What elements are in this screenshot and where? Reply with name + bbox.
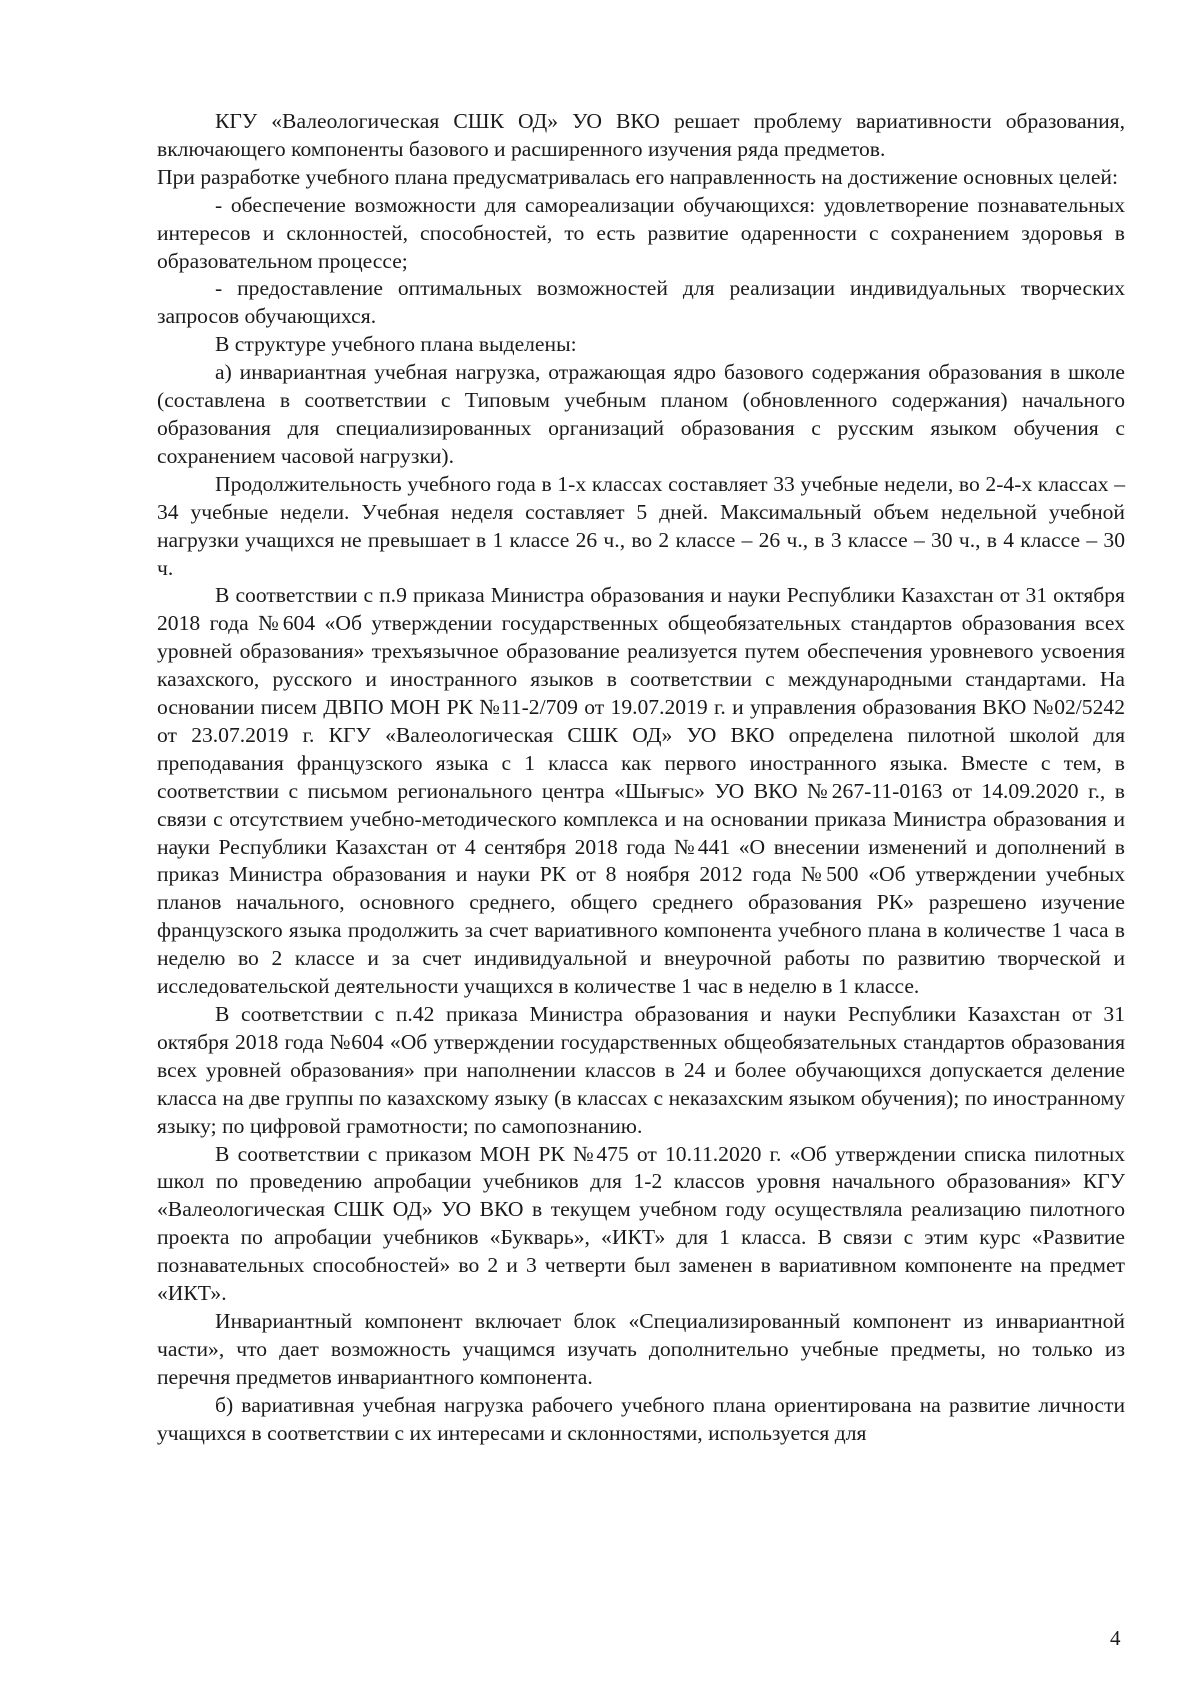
page-number: 4: [1110, 1626, 1121, 1650]
document-body: [157, 108, 1125, 1448]
list-item-individual-requests: - предоставление оптимальных возможностей для реализации индивидуальных творческих запросов обучающихся.: [157, 276, 1125, 329]
paragraph-goals-intro: При разработке учебного плана предусматривалась его направленность на достижение основных целей:: [157, 164, 1118, 189]
paragraph-invariant-component: Инвариантный компонент включает блок «Специализированный компонент из инвариантной части», что дает возможность учащимся изучать дополнительно учебные предметы, но только из перечня предметов инвариантного компонента.: [157, 1308, 1125, 1389]
paragraph-trilingual-education: В соответствии с п.9 приказа Министра образования и науки Республики Казахстан от 31 октября 2018 года №604 «Об утверждении государственных общеобязательных стандартов образования всех уровней образования» трехъязычное образование реализуется путем обеспечения уровневого усвоения казахского, русского и иностранного языков в соответствии с международными стандартами. На основании писем ДВПО МОН РК №11-2/709 от 19.07.2019 г. и управления образования ВКО №02/5242 от 23.07.2019 г. КГУ «Валеологическая СШК ОД» УО ВКО определена пилотной школой для преподавания французского языка с 1 класса как первого иностранного языка. Вместе с тем, в соответствии с письмом регионального центра «Шығыс» УО ВКО №267-11-0163 от 14.09.2020 г., в связи с отсутствием учебно-методического комплекса и на основании приказа Министра образования и науки Республики Казахстан от 4 сентября 2018 года №441 «О внесении изменений и дополнений в приказ Министра образования и науки РК от 8 ноября 2012 года №500 «Об утверждении учебных планов начального, основного среднего, общего среднего образования РК» разрешено изучение французского языка продолжить за счет вариативного компонента учебного плана в количестве 1 часа в неделю во 2 классе и за счет индивидуальной и внеурочной работы по развитию творческой и исследовательской деятельности учащихся в количестве 1 час в неделю в 1 классе.: [157, 583, 1125, 999]
paragraph-variative-load: б) вариативная учебная нагрузка рабочего учебного плана ориентирована на развитие личности учащихся в соответствии с их интересами и склонностями, используется для: [157, 1392, 1125, 1445]
list-item-self-realization: - обеспечение возможности для самореализации обучающихся: удовлетворение познавательных интересов и склонностей, способностей, то есть развитие одаренности с сохранением здоровья в образовательном процессе;: [157, 192, 1125, 273]
paragraph-pilot-textbooks: В соответствии с приказом МОН РК №475 от 10.11.2020 г. «Об утверждении списка пилотных школ по проведению апробации учебников для 1-2 классов уровня начального образования» КГУ «Валеологическая СШК ОД» УО ВКО в текущем учебном году осуществляла реализацию пилотного проекта по апробации учебников «Букварь», «ИКТ» для 1 класса. В связи с этим курс «Развитие познавательных способностей» во 2 и 3 четверти был заменен в вариативном компоненте на предмет «ИКТ».: [157, 1141, 1125, 1306]
paragraph-structure-heading: В структуре учебного плана выделены:: [215, 332, 577, 357]
paragraph-school-year-duration: Продолжительность учебного года в 1-х классах составляет 33 учебные недели, во 2-4-х классах – 34 учебные недели. Учебная неделя составляет 5 дней. Максимальный объем недельной учебной нагрузки учащихся не превышает в 1 классе 26 ч., во 2 классе – 26 ч., в 3 классе – 30 ч., в 4 классе – 30 ч.: [157, 471, 1125, 580]
paragraph-class-division: В соответствии с п.42 приказа Министра образования и науки Республики Казахстан от 31 октября 2018 года №604 «Об утверждении государственных общеобязательных стандартов образования всех уровней образования» при наполнении классов в 24 и более обучающихся допускается деление класса на две группы по казахскому языку (в классах с неказахским языком обучения); по иностранному языку; по цифровой грамотности; по самопознанию.: [157, 1002, 1125, 1138]
list-item-invariant-load: а) инвариантная учебная нагрузка, отражающая ядро базового содержания образования в школе (составлена в соответствии с Типовым учебным планом (обновленного содержания) начального образования для специализированных организаций образования с русским языком обучения с сохранением часовой нагрузки).: [157, 360, 1125, 468]
paragraph-intro: КГУ «Валеологическая СШК ОД» УО ВКО решает проблему вариативности образования, включающего компоненты базового и расширенного изучения ряда предметов.: [157, 109, 1125, 161]
